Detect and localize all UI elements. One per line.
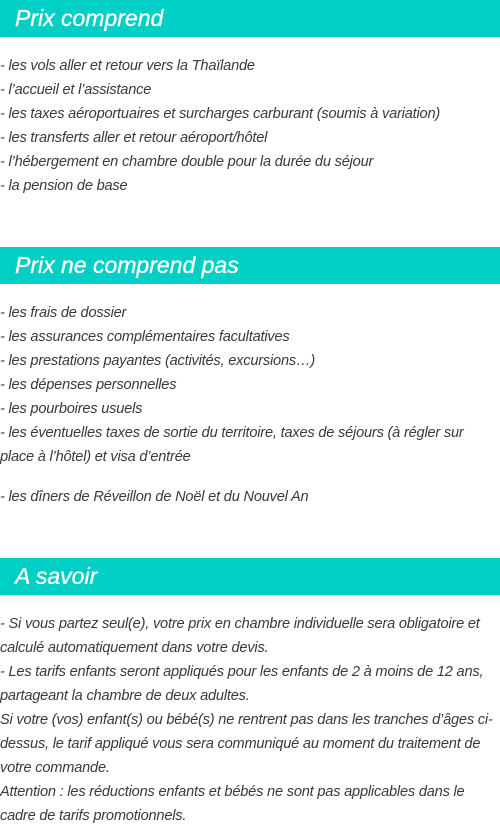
list-item: - Les tarifs enfants seront appliqués pour les enfants de 2 à moins de 12 ans, partageant la chambre de deux adultes. [0, 664, 484, 704]
list-item: - la pension de base [0, 178, 128, 194]
section-header-a-savoir: A savoir [0, 558, 500, 595]
section-header-prix-comprend: Prix comprend [0, 0, 500, 37]
list-item: - les éventuelles taxes de sortie du territoire, taxes de séjours (à régler sur place à l’hôtel) et visa d’entrée [0, 425, 464, 465]
list-item: - les frais de dossier [0, 305, 127, 321]
list-item: - les assurances complémentaires facultatives [0, 329, 290, 345]
section-header-prix-ne-comprend-pas: Prix ne comprend pas [0, 247, 500, 284]
list-prix-ne-comprend-pas [0, 301, 500, 469]
list-item: - les dîners de Réveillon de Noël et du Nouvel An [0, 489, 309, 505]
list-item: - l’hébergement en chambre double pour la durée du séjour [0, 154, 374, 170]
list-item: Attention : les réductions enfants et bébés ne sont pas applicables dans le cadre de tarifs promotionnels. [0, 784, 465, 824]
list-item: - Si vous partez seul(e), votre prix en chambre individuelle sera obligatoire et calculé automatiquement dans votre devis. [0, 616, 480, 656]
list-item: - les transferts aller et retour aéroport/hôtel [0, 130, 268, 146]
list-item: - les pourboires usuels [0, 401, 143, 417]
list-item: - les dépenses personnelles [0, 377, 177, 393]
list-item: Si votre (vos) enfant(s) ou bébé(s) ne rentrent pas dans les tranches d’âges ci-dessus, le tarif appliqué vous sera communiqué au moment du traitement de votre commande. [0, 712, 493, 776]
list-item: - les taxes aéroportuaires et surcharges carburant (soumis à variation) [0, 106, 441, 122]
list-prix-ne-comprend-pas-extra [0, 485, 500, 509]
list-item: - l’accueil et l’assistance [0, 82, 152, 98]
list-item: - les vols aller et retour vers la Thaïlande [0, 58, 255, 74]
list-item: - les prestations payantes (activités, excursions…) [0, 353, 316, 369]
list-prix-comprend [0, 54, 500, 198]
list-a-savoir [0, 612, 500, 828]
